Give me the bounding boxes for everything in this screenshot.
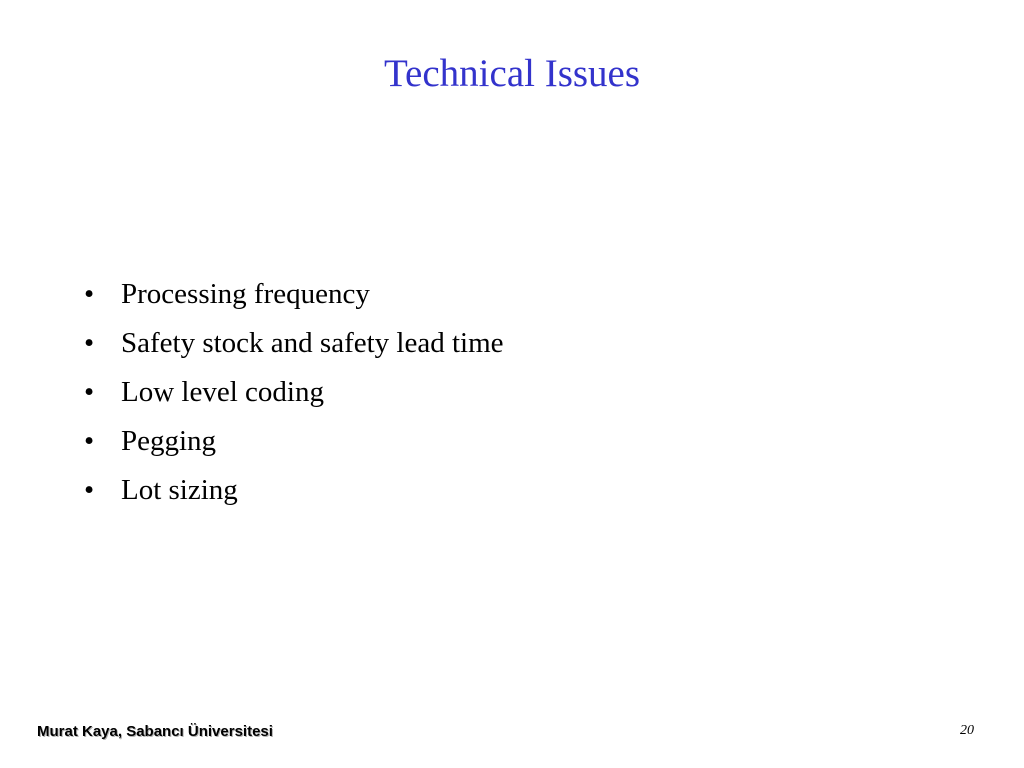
bullet-list [84,270,504,515]
bullet-text: Processing frequency [121,278,370,310]
bullet-icon: • [84,376,95,408]
bullet-item [84,319,504,368]
bullet-text: Pegging [121,425,217,457]
bullet-item [84,368,504,417]
bullet-text: Safety stock and safety lead time [121,327,504,359]
bullet-item [84,417,504,466]
slide-title: Technical Issues [383,52,641,95]
bullet-item [84,466,504,515]
bullet-icon: • [84,474,95,506]
bullet-icon: • [84,278,95,310]
footer-author: Murat Kaya, Sabancı Üniversitesi [37,723,273,740]
bullet-icon: • [84,425,95,457]
bullet-icon: • [84,327,95,359]
page-number: 20 [960,723,974,738]
bullet-text: Lot sizing [121,474,238,506]
bullet-item [84,270,504,319]
bullet-text: Low level coding [121,376,324,408]
